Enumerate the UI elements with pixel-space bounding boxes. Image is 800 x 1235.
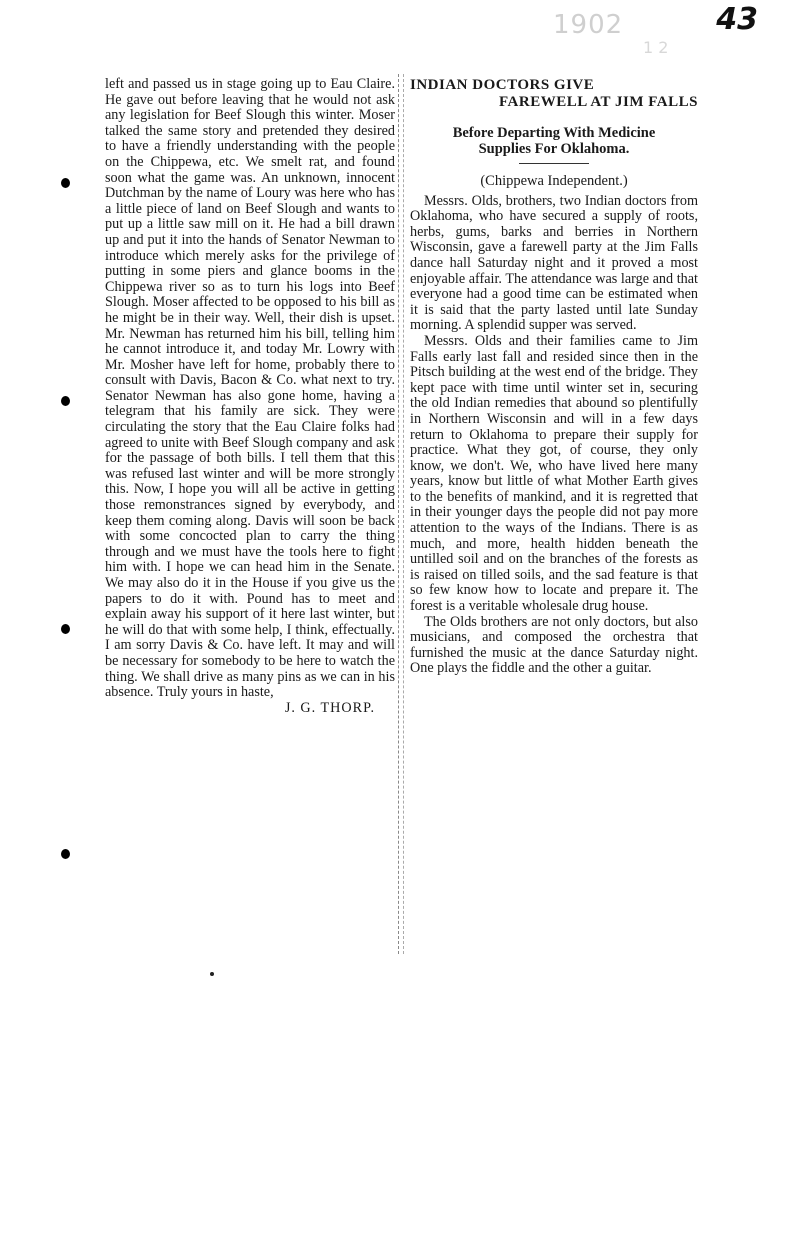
page-number: 43	[716, 2, 758, 37]
letter-signature: J. G. THORP.	[284, 699, 375, 716]
pencil-annotation-small: 1 2	[643, 38, 669, 57]
article-headline-line-1: INDIAN DOCTORS GIVE	[410, 77, 595, 93]
letter-column	[105, 77, 395, 716]
punch-hole	[61, 396, 70, 406]
article-subhead-line-1: Before Departing With Medicine	[452, 125, 656, 141]
article-paragraph: Messrs. Olds, brothers, two Indian doctors from Oklahoma, who have secured a supply of roots, herbs, gums, barks and berries in Northern Wisconsin, gave a farewell party at the Jim Falls dance hall Saturday night and it proved a most enjoyable affair. The attendance was large and that everyone had a good time can be estimated when it is said that the party lasted until late Sunday morning. A splendid supper was served.	[410, 192, 698, 334]
column-divider	[398, 74, 404, 954]
headline-rule	[519, 163, 589, 164]
article-paragraph: The Olds brothers are not only doctors, but also musicians, and composed the orchestra that furnished the music at the dance Saturday night. One plays the fiddle and the other a guitar.	[410, 613, 698, 677]
article-subhead	[410, 125, 698, 157]
punch-hole	[61, 178, 70, 188]
pencil-annotation: 1902	[553, 10, 624, 40]
letter-body: left and passed us in stage going up to Eau Claire. He gave out before leaving that he would not ask any legislation for Beef Slough this winter. Moser talked the same story and pretended they desired to have a friendly understanding with the people on the Chippewa, etc. We smelt rat, and found soon what the game was. An unknown, innocent Dutchman by the name of Loury was here who has a little piece of land on Beef Slough and wants to put up a little saw mill on it. He had a bill drawn up and put it into the hands of Senator Newman to introduce which merely asks for the privilege of putting in some piers and glance booms in the Chippewa river so as to turn his logs into Beef Slough. Moser affected to be opposed to his bill as he might be in their way. Well, their dish is upset. Mr. Newman has returned him his bill, telling him he cannot introduce it, and today Mr. Lowry with Mr. Mosher have left for home, probably there to consult with Davis, Bacon & Co. what next to try. Senator Newman has also gone home, having a telegram that his family are sick. They were circulating the story that the Eau Claire folks had agreed to unite with Beef Slough company and ask for the passage of both bills. I tell them that this was refused last winter and will be more strongly this. Now, I hope you will all be active in getting those remonstrances signed by everybody, and keep them coming along. Davis will soon be back with some concocted plan to carry the thing through and we must have the tools here to fight him with. I hope we can head him in the Senate. We may also do it in the House if you give us the papers to do it with. Pound has to meet and explain away his support of it here last winter, but he will do that with some help, I think, effectually. I am sorry Davis & Co. have left. It may and will be necessary for somebody to be here to watch the thing. We shall drive as many pins as we can in his absence. Truly yours in haste,	[105, 76, 395, 701]
article-headline-line-2: FAREWELL AT JIM FALLS	[498, 94, 698, 110]
punch-hole	[61, 624, 70, 634]
ink-speck	[210, 972, 214, 976]
article-column	[410, 77, 698, 677]
article-subhead-line-2: Supplies For Oklahoma.	[478, 141, 630, 157]
article-source: (Chippewa Independent.)	[480, 173, 628, 189]
punch-hole	[61, 849, 70, 859]
article-paragraph: Messrs. Olds and their families came to Jim Falls early last fall and resided since then in the Pitsch building at the west end of the bridge. They kept pace with time until winter set in, securing the old Indian remedies that abound so plentifully in Northern Wisconsin and will in a few days return to Oklahoma to prepare their supply for practice. What they got, of course, they only know, we don't. We, who have lived here many years, know but little of what Mother Earth gives to the benefits of mankind, and it is regretted that in their younger days the people did not pay more attention to the ways of the Indians. There is as much, and more, health hidden beneath the untilled soil and on the branches of the forests as is raised on tilled soils, and the sad feature is that so few know how to locate and prepare it. The forest is a veritable wholesale drug house.	[410, 332, 698, 615]
